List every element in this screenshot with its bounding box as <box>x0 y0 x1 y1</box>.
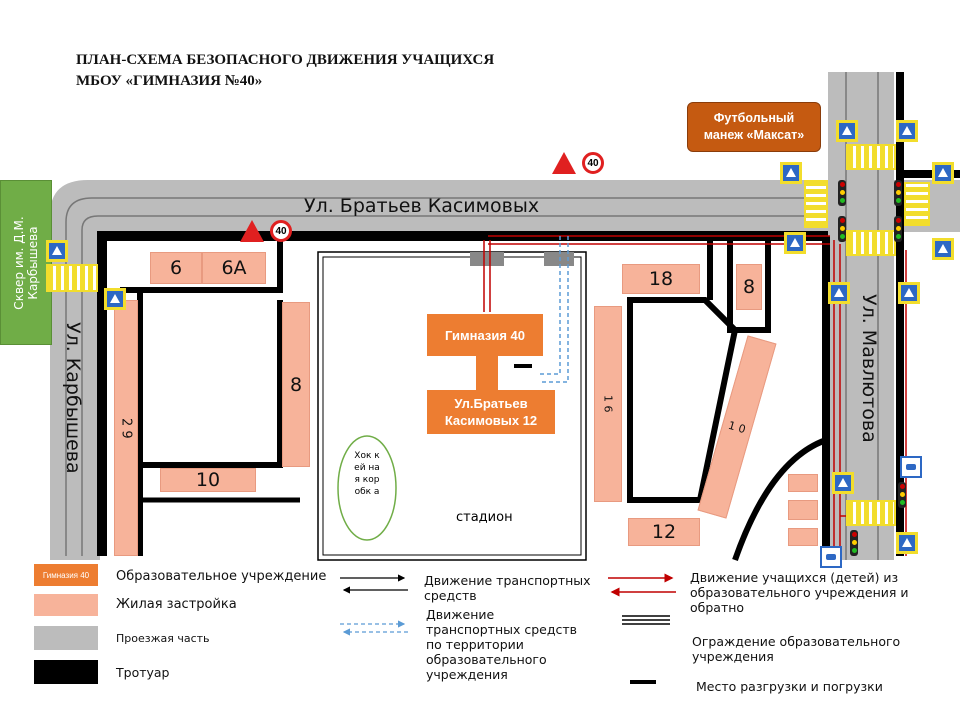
pedestrian-sign-6 <box>932 162 954 184</box>
pedestrian-sign-7 <box>784 232 806 254</box>
building-small-2 <box>788 500 818 520</box>
pedestrian-sign-12 <box>896 532 918 554</box>
street-mavlyutova-label: Ул. Мавлютова <box>858 294 880 443</box>
plan-title-line2: МБОУ «ГИМНАЗИЯ №40» <box>76 73 263 89</box>
traffic-light-icon-5 <box>898 482 906 508</box>
children-warning-sign-top <box>552 152 576 174</box>
crosswalk-mavlyutova-mid <box>846 230 896 256</box>
legend-swatch-school <box>34 564 98 586</box>
pedestrian-sign-5 <box>780 162 802 184</box>
legend-educational: Образовательное учреждение <box>116 569 327 584</box>
square-karbysheva <box>0 180 52 345</box>
school-address <box>427 390 555 434</box>
building-29: 2 9 <box>114 300 138 556</box>
football-arena-label: Футбольный манеж «Максат» <box>703 111 805 142</box>
gate-left <box>470 252 504 266</box>
building-small-3 <box>788 528 818 546</box>
gate-right <box>544 252 574 266</box>
school-name: Гимназия 40 <box>444 327 525 343</box>
sidewalk-block-29 <box>140 236 280 556</box>
building-small-1 <box>788 474 818 492</box>
legend-vehicle-territory: Движение транспортных средств по территории образовательного учреждения <box>426 607 578 682</box>
crosswalk-karbysheva <box>46 264 98 292</box>
speed-limit-value-bottom: 40 <box>275 225 287 237</box>
building-18: 18 <box>622 264 700 294</box>
pedestrian-sign-3 <box>836 120 858 142</box>
pedestrian-sign-10 <box>898 282 920 304</box>
sidewalk-block-8 <box>140 300 280 465</box>
traffic-light-icon-4 <box>894 216 902 242</box>
speed-limit-value-top: 40 <box>587 157 599 169</box>
crosswalk-mavlyutova-bottom <box>846 500 896 526</box>
legend-swatch-residential <box>34 594 98 616</box>
children-warning-sign-bottom <box>240 220 264 242</box>
legend-residential: Жилая застройка <box>116 597 237 612</box>
crosswalk-mavlyutova-top <box>846 144 896 170</box>
school-building <box>427 314 543 356</box>
building-6a: 6А <box>202 252 266 284</box>
building-6: 6 <box>150 252 202 284</box>
legend-student-movement: Движение учащихся (детей) из образовательного учреждения и обратно <box>690 570 909 615</box>
building-8-left: 8 <box>282 302 310 467</box>
traffic-light-icon-6 <box>850 530 858 556</box>
pedestrian-sign-4 <box>896 120 918 142</box>
building-10-left: 10 <box>160 468 256 492</box>
legend-loading-mark <box>630 680 656 684</box>
bus-stop-icon-1 <box>900 456 922 478</box>
legend-swatch-sidewalk <box>34 660 98 684</box>
building-8-right: 8 <box>736 264 762 310</box>
traffic-light-icon-1 <box>838 180 846 206</box>
traffic-light-icon-3 <box>838 216 846 242</box>
bus-stop-icon-2 <box>820 546 842 568</box>
legend-vehicle-movement: Движение транспортных средств <box>424 573 591 603</box>
legend-arrows-left <box>336 570 416 640</box>
pedestrian-sign-1 <box>46 240 68 262</box>
hockey-label: Хок кей ная кор обк а <box>354 451 380 497</box>
street-karbysheva-label: Ул. Карбышева <box>62 322 84 474</box>
speed-limit-sign-top <box>582 152 604 174</box>
building-12: 12 <box>628 518 700 546</box>
stadium-label: стадион <box>456 510 513 525</box>
crosswalk-kasimovykh-right <box>804 180 828 228</box>
school-building-stem <box>476 356 498 392</box>
pedestrian-sign-8 <box>932 238 954 260</box>
plan-title-line1: ПЛАН-СХЕМА БЕЗОПАСНОГО ДВИЖЕНИЯ УЧАЩИХСЯ <box>76 52 495 68</box>
building-16: 1 6 <box>594 306 622 502</box>
square-label: Сквер им. Д.М. Карбышева <box>12 215 40 310</box>
school-address-line1: Ул.Братьев <box>454 396 528 411</box>
legend-swatch-school-label: Гимназия 40 <box>42 570 90 580</box>
legend-sidewalk: Тротуар <box>116 665 170 680</box>
football-arena <box>687 102 821 152</box>
legend-roadway: Проезжая часть <box>116 632 210 645</box>
traffic-light-icon-2 <box>894 180 902 206</box>
pedestrian-sign-11 <box>832 472 854 494</box>
speed-limit-sign-bottom <box>270 220 292 242</box>
building-10-right: 1 0 <box>697 335 776 518</box>
legend-fence: Ограждение образовательного учреждения <box>692 634 901 664</box>
legend-swatch-roadway <box>34 626 98 650</box>
school-address-line2: Касимовых 12 <box>444 413 538 428</box>
legend-arrows-right <box>604 572 684 632</box>
pedestrian-sign-9 <box>828 282 850 304</box>
street-kasimovykh-label: Ул. Братьев Касимовых <box>304 195 540 217</box>
crosswalk-far-right <box>904 182 930 226</box>
legend-loading: Место разгрузки и погрузки <box>696 679 883 694</box>
pedestrian-sign-2 <box>104 288 126 310</box>
